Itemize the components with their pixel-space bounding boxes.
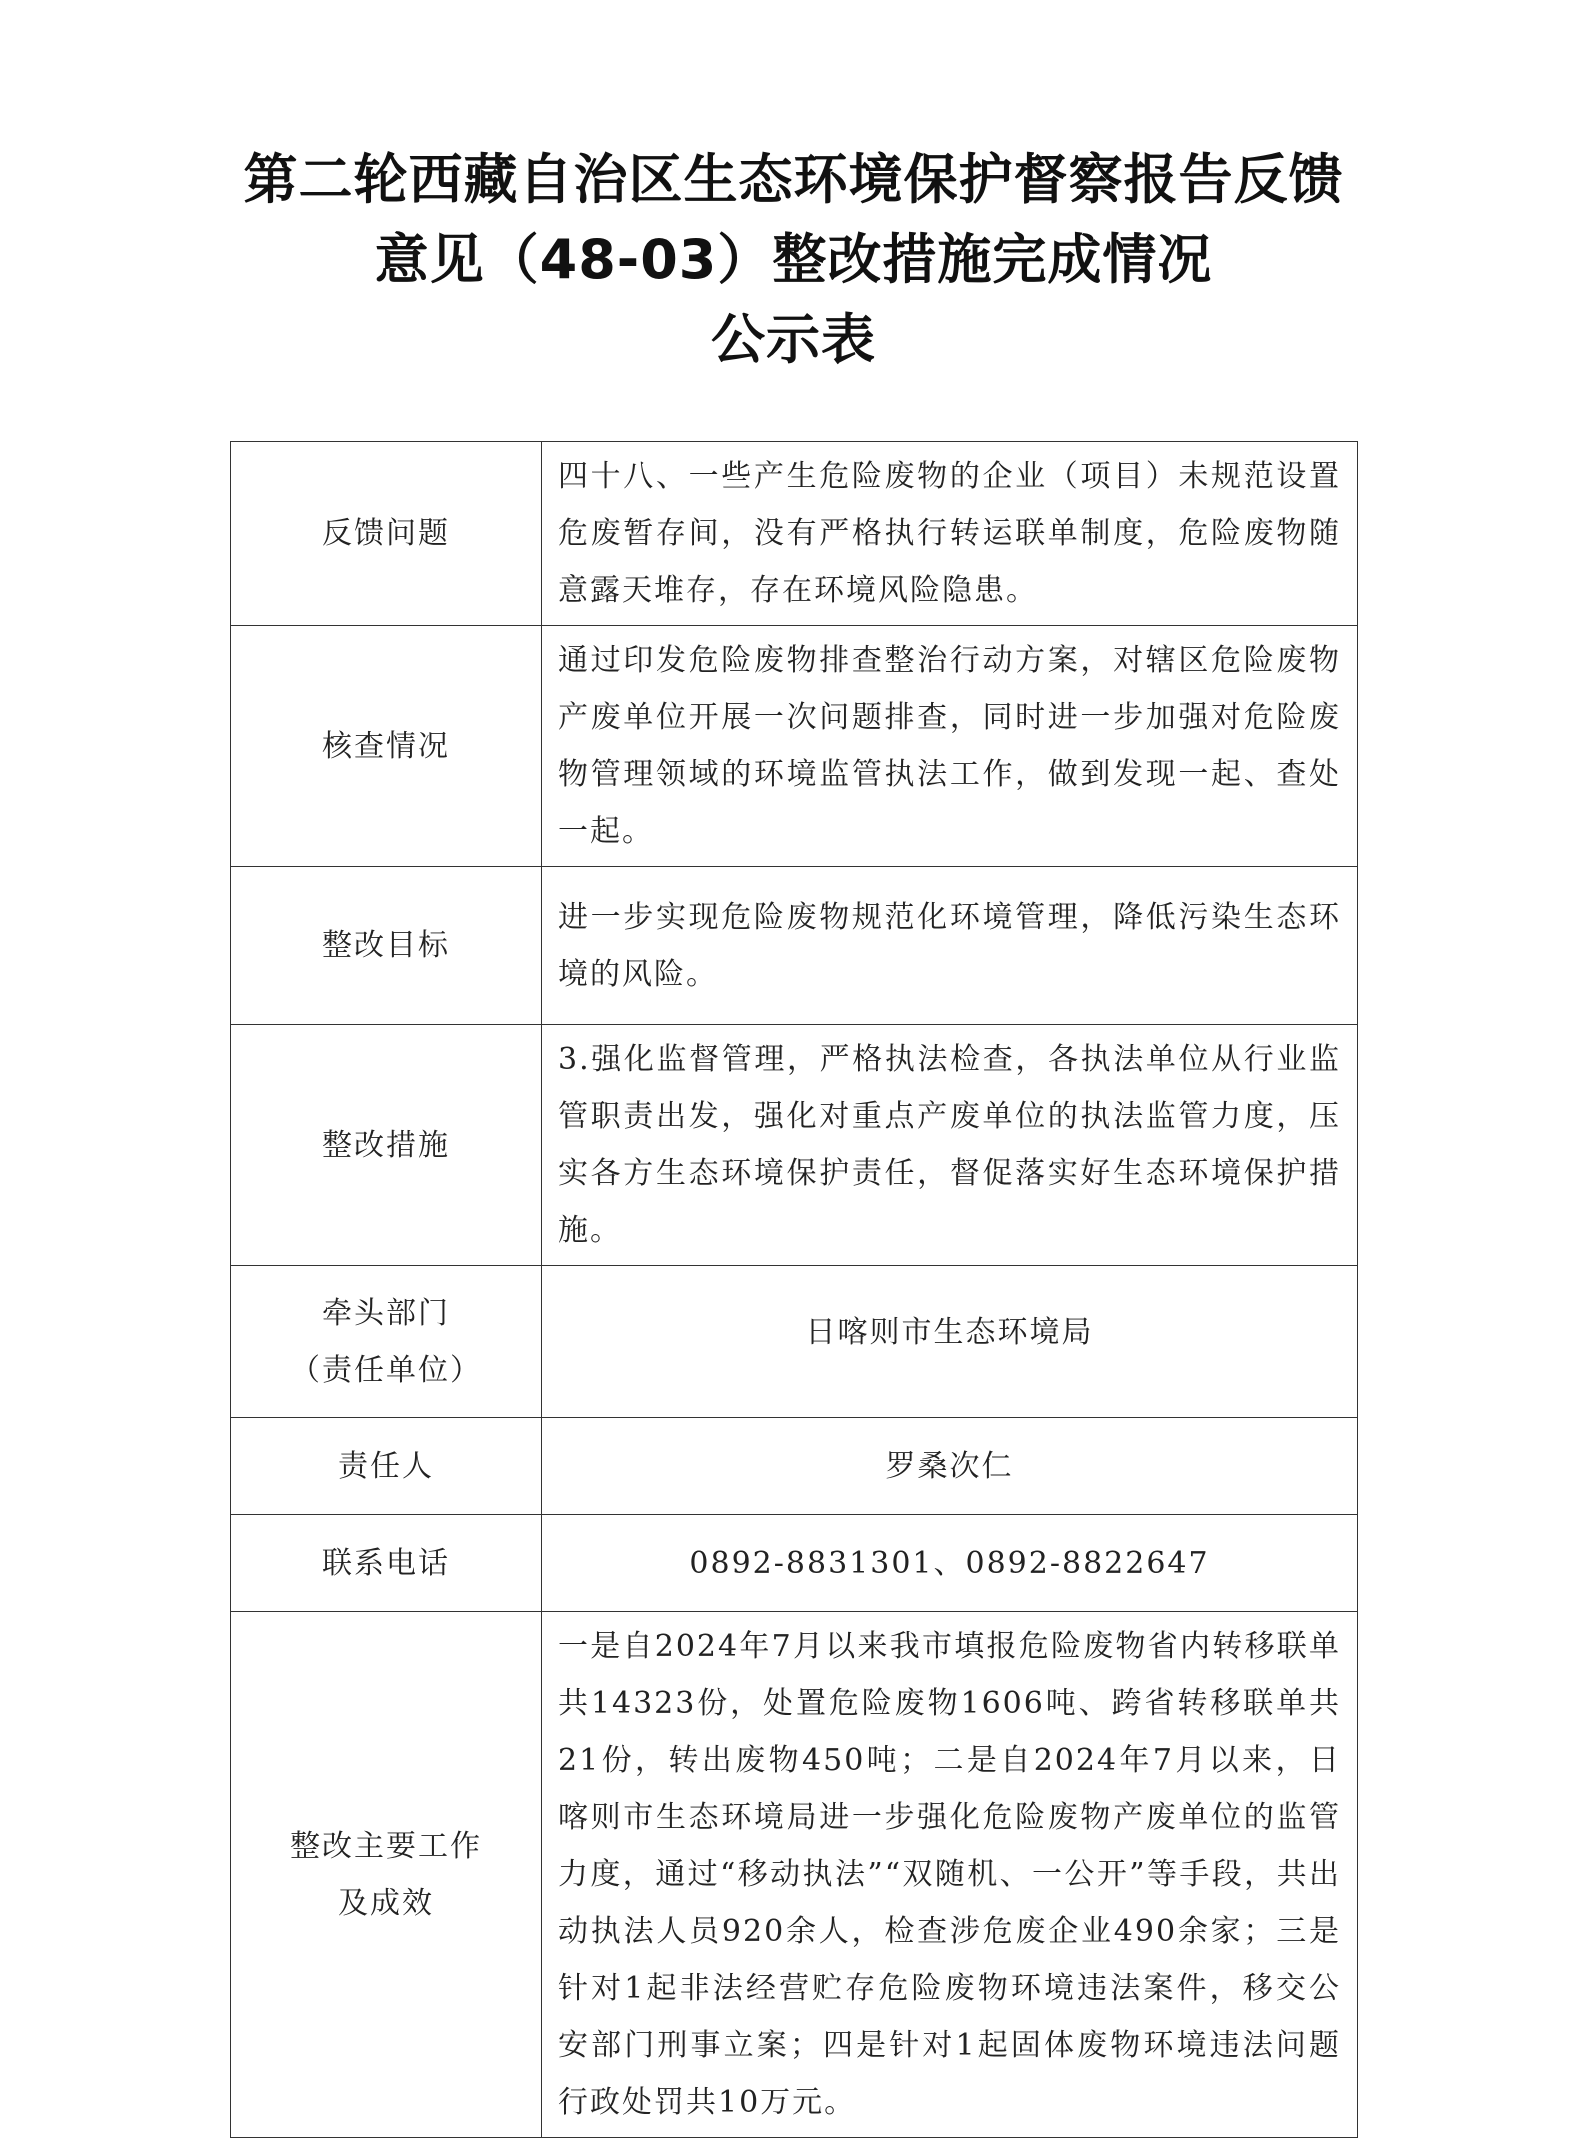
row-phone: [231, 1515, 1358, 1612]
content-phone: 0892-8831301、0892-8822647: [542, 1515, 1358, 1612]
title-line-3: 公示表: [711, 308, 876, 371]
label-phone: 联系电话: [231, 1515, 542, 1612]
content-verification: 通过印发危险废物排查整治行动方案，对辖区危险废物产废单位开展一次问题排查，同时进一步加强对危险废物管理领域的环境监管执法工作，做到发现一起、查处一起。: [542, 626, 1358, 867]
row-verification: [231, 626, 1358, 867]
row-feedback-issue: [231, 442, 1358, 626]
row-responsible-person: [231, 1418, 1358, 1515]
content-main-work: 一是自2024年7月以来我市填报危险废物省内转移联单共14323份，处置危险废物1606吨、跨省转移联单共21份，转出废物450吨；二是自2024年7月以来，日喀则市生态环境局进一步强化危险废物产废单位的监管力度，通过“移动执法”“双随机、一公开”等手段，共出动执法人员920余人，检查涉危废企业490余家；三是针对1起非法经营贮存危险废物环境违法案件，移交公安部门刑事立案；四是针对1起固体废物环境违法问题行政处罚共10万元。: [542, 1612, 1358, 2138]
document-title: [0, 140, 1587, 380]
label-feedback-issue: 反馈问题: [231, 442, 542, 626]
label-lead-department-line-1: 牵头部门: [322, 1295, 450, 1331]
label-verification: 核查情况: [231, 626, 542, 867]
content-target: 进一步实现危险废物规范化环境管理，降低污染生态环境的风险。: [542, 867, 1358, 1025]
row-target: [231, 867, 1358, 1025]
label-main-work-line-1: 整改主要工作: [290, 1828, 482, 1864]
label-main-work-line-2: 及成效: [338, 1885, 434, 1921]
row-main-work: [231, 1612, 1358, 2138]
content-responsible-person: 罗桑次仁: [542, 1418, 1358, 1515]
content-feedback-issue: 四十八、一些产生危险废物的企业（项目）未规范设置危废暂存间，没有严格执行转运联单制度，危险废物随意露天堆存，存在环境风险隐患。: [542, 442, 1358, 626]
label-main-work: [231, 1612, 542, 2138]
content-measures: 3.强化监督管理，严格执法检查，各执法单位从行业监管职责出发，强化对重点产废单位的执法监管力度，压实各方生态环境保护责任，督促落实好生态环境保护措施。: [542, 1025, 1358, 1266]
title-line-2: 意见（48-03）整改措施完成情况: [374, 228, 1213, 291]
row-measures: [231, 1025, 1358, 1266]
rectification-table: [230, 441, 1358, 2138]
label-lead-department-line-2: （责任单位）: [290, 1352, 482, 1388]
label-responsible-person: 责任人: [231, 1418, 542, 1515]
label-target: 整改目标: [231, 867, 542, 1025]
row-lead-department: [231, 1266, 1358, 1418]
content-lead-department: 日喀则市生态环境局: [542, 1266, 1358, 1418]
label-lead-department: [231, 1266, 542, 1418]
label-measures: 整改措施: [231, 1025, 542, 1266]
title-line-1: 第二轮西藏自治区生态环境保护督察报告反馈: [243, 148, 1344, 211]
